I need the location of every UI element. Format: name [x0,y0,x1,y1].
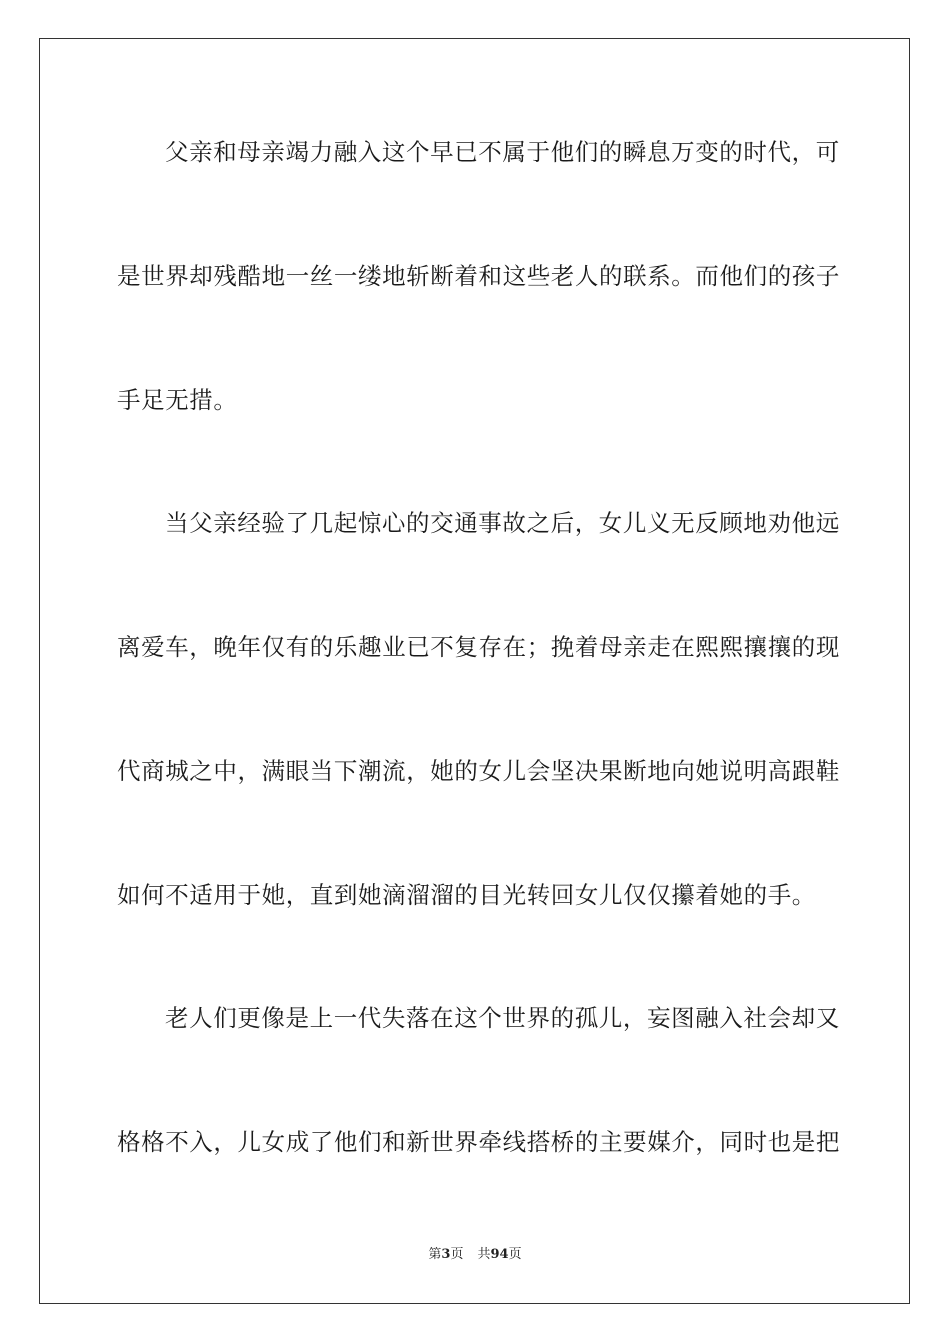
total-prefix: 共 [477,1247,491,1262]
page-total-number: 94 [490,1247,509,1262]
page-footer [0,1247,950,1263]
page-prefix: 第 [428,1247,442,1262]
total-suffix: 页 [508,1247,522,1262]
page-border [39,38,910,1304]
paragraph-2-line-1: 当父亲经验了几起惊心的交通事故之后，女儿义无反顾地劝他远 [165,509,840,537]
paragraph-1-line-2: 是世界却残酷地一丝一缕地斩断着和这些老人的联系。而他们的孩子 [117,262,840,290]
paragraph-2-line-2: 离爱车，晚年仅有的乐趣业已不复存在；挽着母亲走在熙熙攘攘的现 [117,633,840,661]
paragraph-1-line-1: 父亲和母亲竭力融入这个早已不属于他们的瞬息万变的时代，可 [165,138,840,166]
paragraph-2-line-3: 代商城之中，满眼当下潮流，她的女儿会坚决果断地向她说明高跟鞋 [117,757,840,785]
paragraph-2-line-4: 如何不适用于她，直到她滴溜溜的目光转回女儿仅仅攥着她的手。 [117,881,816,909]
paragraph-1-line-3: 手足无措。 [117,386,238,414]
paragraph-3-line-1: 老人们更像是上一代失落在这个世界的孤儿，妄图融入社会却又 [165,1004,840,1032]
page-current-number: 3 [441,1247,451,1262]
paragraph-3-line-2: 格格不入，儿女成了他们和新世界牵线搭桥的主要媒介，同时也是把 [117,1128,840,1156]
page-suffix: 页 [450,1247,464,1262]
